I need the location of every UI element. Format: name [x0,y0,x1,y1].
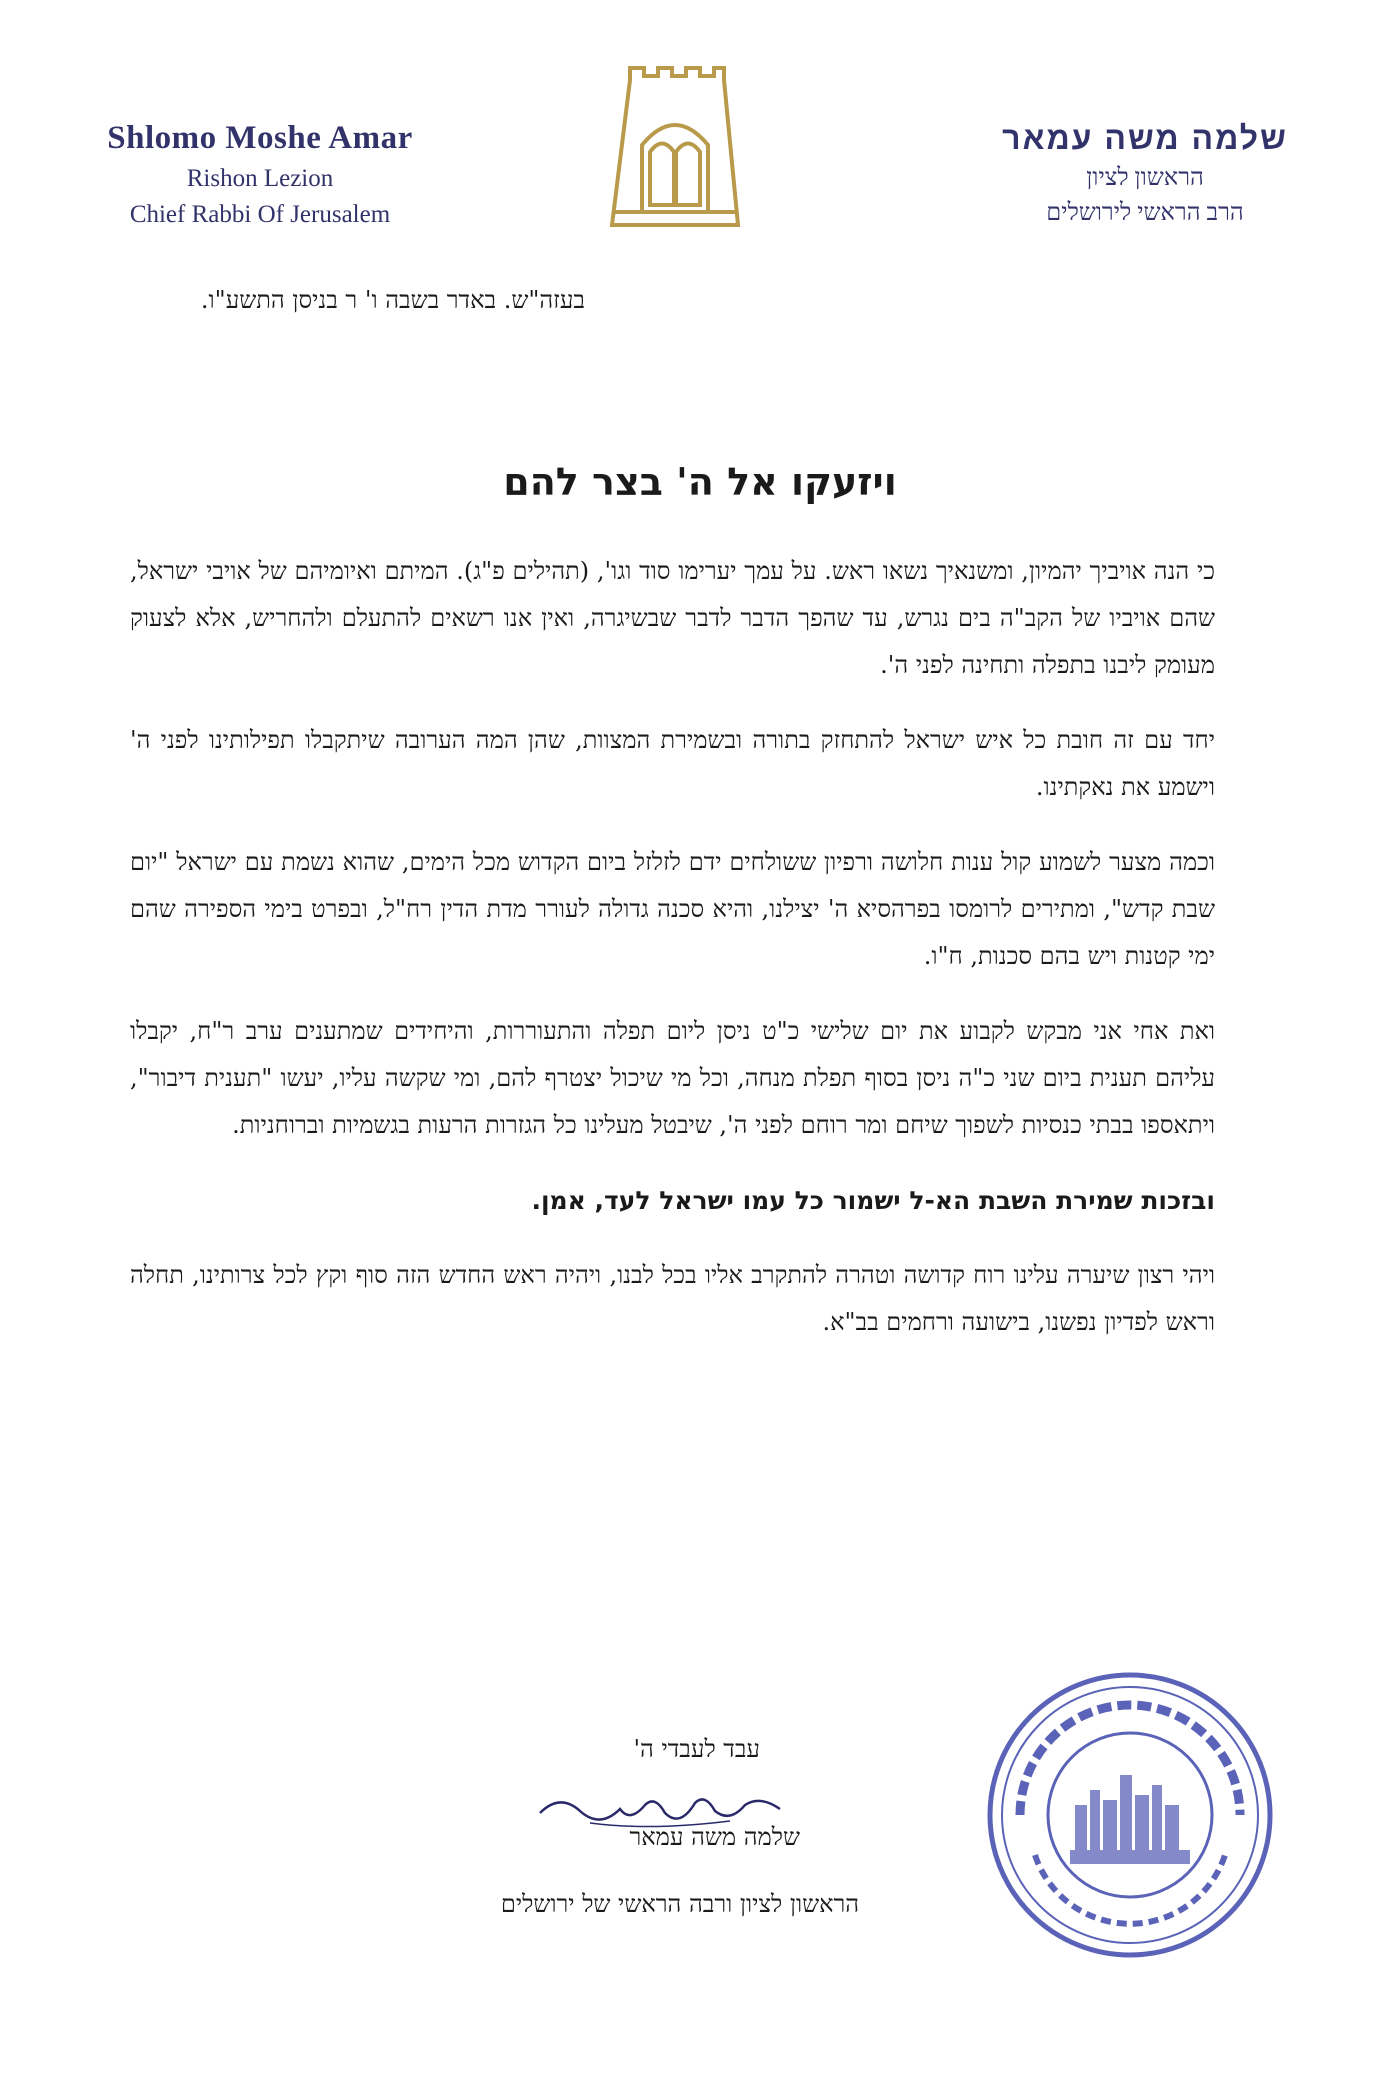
letterhead-english-title2: Chief Rabbi Of Jerusalem [129,201,391,228]
paragraph: וכמה מצער לשמוע קול ענות חלושה ורפיון ששולחים ידם לזלזל ביום הקדוש מכל הימים, שהוא נשמת עם ישראל "יום שבת קדש", ומתירים לרומסו בפרהסיא ה' יצילנו, והיא סכנה גדולה לעורר מדת הדין רח"ל, ובפרט בימי הספירה שהם ימי קטנות ויש בהם סכנות, ח"ו. [130,848,1215,970]
closing-paragraph: ויהי רצון שיערה עלינו רוח קדושה וטהרה להתקרב אליו בכל לבנו, ויהיה ראש החדש הזה סוף וקץ לכל צרותינו, תחלה וראש לפדיון נפשנו, בישועה ורחמים בב"א. [130,1261,1216,1336]
paragraph: יחד עם זה חובת כל איש ישראל להתחזק בתורה ובשמירת המצוות, שהן המה הערובה שיתקבלו תפילותינו לפני ה' וישמע את נאקתינו. [130,726,1215,801]
paragraph: כי הנה אויביך יהמיון, ומשנאיך נשאו ראש. על עמך יערימו סוד וגו', (תהילים פ"ג). המיתם ואיומיהם של אויבי ישראל, שהם אויביו של הקב"ה בים נגרש, עד שהפך הדבר לדבר שבשיגרה, ואין אנו רשאים להתעלם ולהחריש, אלא לצעוק מעומק ליבנו בתפלה ותחינה לפני ה'. [130,557,1216,679]
letterhead-hebrew-title1: הראשון לציון [1086,165,1204,191]
letterhead-hebrew-title2: הרב הראשי לירושלים [1046,200,1244,226]
signature-closing: עבד לעבדי ה' [633,1735,760,1763]
bold-blessing-line: ובזכות שמירת השבת הא-ל ישמור כל עמו ישראל לעד, אמן. [531,1186,1215,1215]
letterhead-english-name: Shlomo Moshe Amar [107,120,413,156]
rabbinic-seal [980,1665,1280,1965]
letterhead-hebrew-name: שלמה משה עמאר [1002,120,1288,156]
signature-name: שלמה משה עמאר [629,1823,800,1851]
letterhead-hebrew [945,120,1345,227]
letter-body [130,548,1215,1374]
paragraph: ואת אחי אני מבקש לקבוע את יום שלישי כ"ט ניסן ליום תפלה והתעוררות, והיחידים שמתענים ערב ר"ח, יקבלו עליהם תענית ביום שני כ"ה ניסן בסוף תפלת מנחה, וכל מי שיכול יצטרף להם, ומי שקשה עליו, יעשו "תענית דיבור", ויתאספו בבתי כנסיות לשפוך שיחם ומר רוחם לפני ה', שיבטל מעלינו כל הגזרות הרעות בגשמיות וברוחניות. [130,1017,1215,1139]
letter-title: ויזעקו אל ה' בצר להם [503,460,897,504]
letterhead-english [60,120,460,229]
date-line: בעזה"ש. באדר בשבה ו' ר בניסן התשע"ו. [200,286,585,314]
signature-title: הראשון לציון ורבה הראשי של ירושלים [500,1890,860,1918]
letterhead-english-title1: Rishon Lezion [186,165,334,192]
tower-logo [600,60,750,235]
